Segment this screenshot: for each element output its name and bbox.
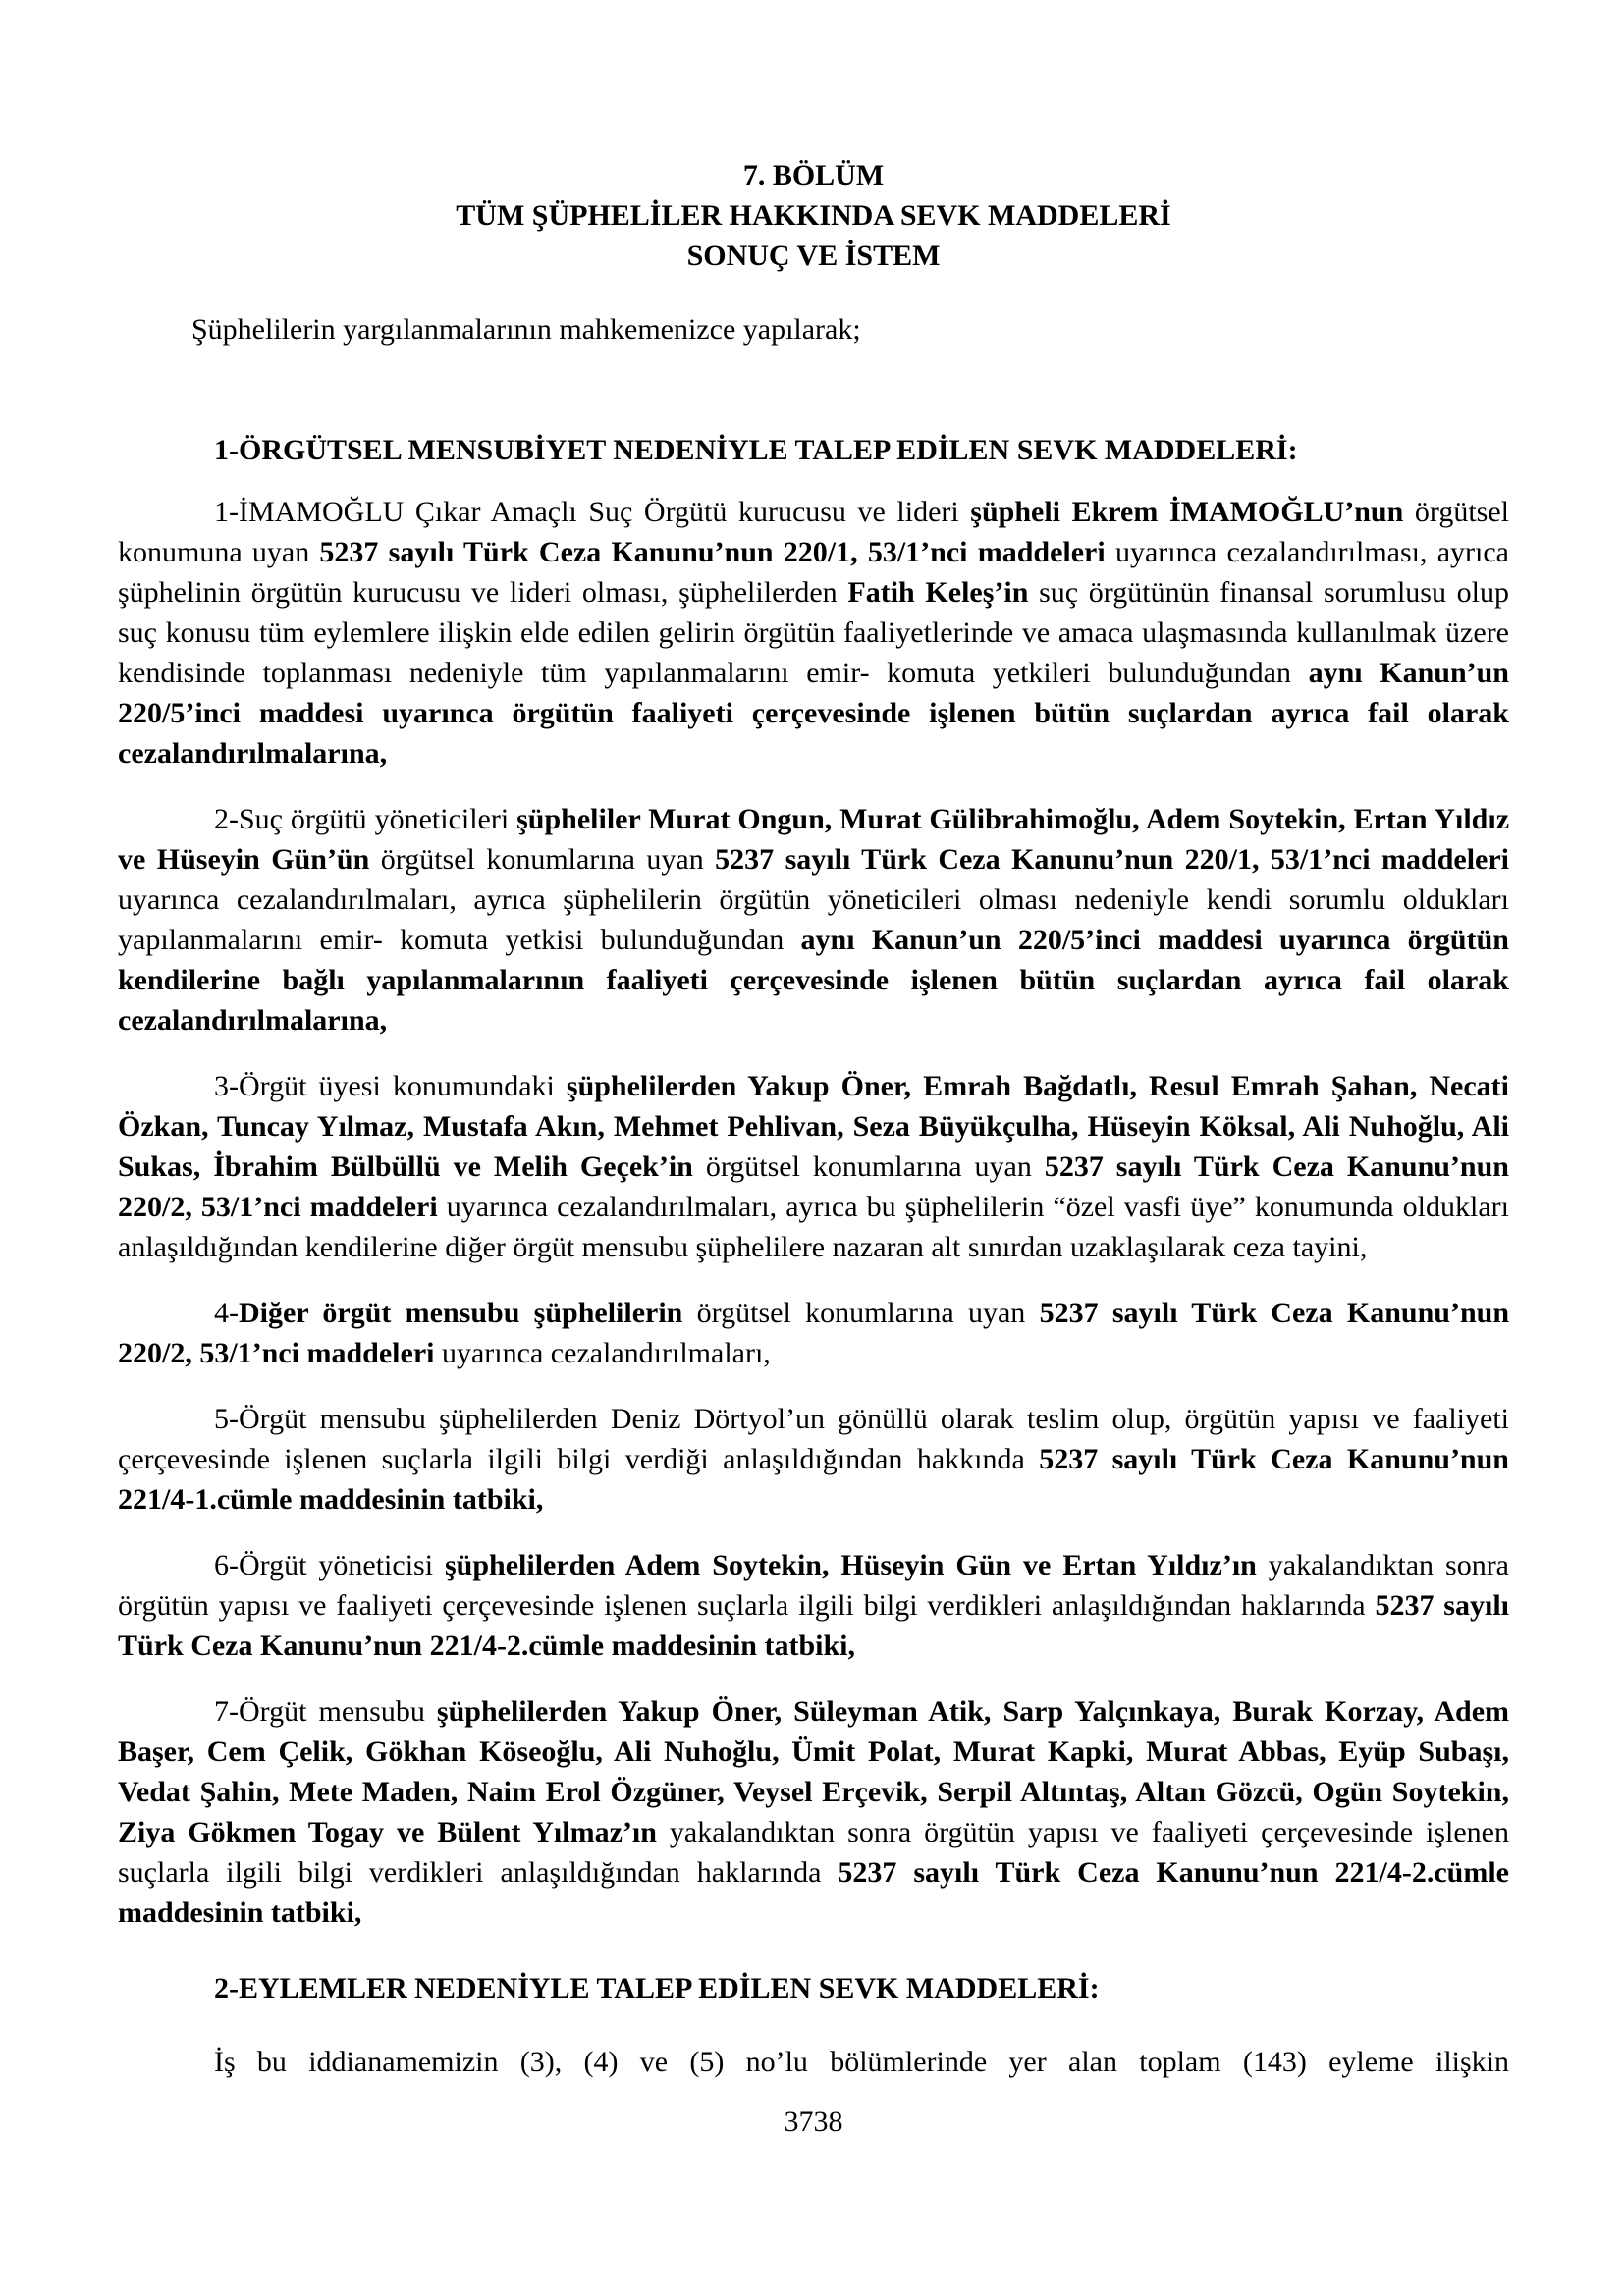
closing-paragraph: İş bu iddianamemizin (3), (4) ve (5) no’lu bölümlerinde yer alan toplam (143) eyleme ilişkin xyxy=(214,2046,1509,2078)
text-run: 4- xyxy=(214,1297,239,1329)
text-run-bold: 5237 sayılı Türk Ceza Kanunu’nun 220/2, 53/1’nci maddeleri xyxy=(118,1150,1509,1223)
title-line-2: TÜM ŞÜPHELİLER HAKKINDA SEVK MADDELERİ xyxy=(456,199,1171,232)
text-run: örgütsel konumlarına uyan xyxy=(682,1297,1040,1329)
text-run-bold: 5237 sayılı Türk Ceza Kanunu’nun 220/1, 53/1’nci maddeleri xyxy=(715,843,1509,876)
page-number: 3738 xyxy=(784,2106,843,2138)
section1-heading: 1-ÖRGÜTSEL MENSUBİYET NEDENİYLE TALEP EDİLEN SEVK MADDELERİ: xyxy=(214,434,1298,466)
text-run: 6-Örgüt yöneticisi xyxy=(214,1549,445,1581)
document-title xyxy=(118,155,1509,276)
text-run: uyarınca cezalandırılması, ayrıca şüphelinin örgütün kurucusu ve lideri olması, şüphelilerden xyxy=(118,536,1510,609)
text-run-bold: 5237 sayılı Türk Ceza Kanunu’nun 221/4-1.cümle maddesinin tatbiki, xyxy=(118,1443,1509,1516)
section2-heading: 2-EYLEMLER NEDENİYLE TALEP EDİLEN SEVK MADDELERİ: xyxy=(214,1972,1100,2004)
text-run: 1-İMAMOĞLU Çıkar Amaçlı Suç Örgütü kurucusu ve lideri xyxy=(214,496,971,528)
text-run-bold: 5237 sayılı Türk Ceza Kanunu’nun 220/2, 53/1’nci maddeleri xyxy=(118,1297,1509,1369)
paragraph-1 xyxy=(118,492,1509,774)
text-run-bold: 5237 sayılı Türk Ceza Kanunu’nun 221/4-2.cümle maddesinin tatbiki, xyxy=(118,1856,1509,1929)
text-run: 3-Örgüt üyesi konumundaki xyxy=(214,1070,567,1102)
text-run: yakalandıktan sonra örgütün yapısı ve faaliyeti çerçevesinde işlenen suçlarla ilgili bilgi verdikleri anlaşıldığından haklarında xyxy=(118,1816,1509,1889)
text-run-bold: şüphelilerden Yakup Öner, Emrah Bağdatlı, Resul Emrah Şahan, Necati Özkan, Tuncay Yılmaz, Mustafa Akın, Mehmet Pehlivan, Seza Büyükçulha, Hüseyin Köksal, Ali Nuhoğlu, Ali Sukas, İbrahim Bülbüllü ve Melih Geçek’in xyxy=(118,1070,1509,1183)
paragraph-6 xyxy=(118,1545,1509,1666)
text-run: uyarınca cezalandırılmaları, ayrıca bu şüphelilerin “özel vasfi üye” konumunda oldukları anlaşıldığından kendilerine diğer örgüt mensubu şüphelilere nazaran alt sınırdan uzaklaşılarak ceza tayini, xyxy=(118,1191,1509,1263)
text-run-bold: şüphelilerden Yakup Öner, Süleyman Atik, Sarp Yalçınkaya, Burak Korzay, Adem Başer, Cem Çelik, Gökhan Köseoğlu, Ali Nuhoğlu, Ümit Polat, Murat Kapki, Murat Abbas, Eyüp Subaşı, Vedat Şahin, Mete Maden, Naim Erol Özgüner, Veysel Erçevik, Serpil Altıntaş, Altan Gözcü, Ogün Soytekin, Ziya Gökmen Togay ve Bülent Yılmaz’ın xyxy=(118,1695,1510,1848)
text-run: 2-Suç örgütü yöneticileri xyxy=(214,803,517,835)
paragraph-2 xyxy=(118,799,1509,1041)
text-run: yakalandıktan sonra örgütün yapısı ve faaliyeti çerçevesinde işlenen suçlarla ilgili bilgi verdikleri anlaşıldığından haklarında xyxy=(118,1549,1509,1622)
text-run-bold: aynı Kanun’un 220/5’inci maddesi uyarınca örgütün faaliyeti çerçevesinde işlenen bütün suçlardan ayrıca fail olarak cezalandırılmalarına, xyxy=(118,657,1509,770)
text-run-bold: 5237 sayılı Türk Ceza Kanunu’nun 220/1, 53/1’nci maddeleri xyxy=(319,536,1106,568)
text-run: 5-Örgüt mensubu şüphelilerden Deniz Dörtyol’un gönüllü olarak teslim olup, örgütün yapısı ve faaliyeti çerçevesinde işlenen suçlarla ilgili bilgi verdiği anlaşıldığından hakkında xyxy=(118,1403,1509,1475)
intro-paragraph: Şüphelilerin yargılanmalarının mahkemenizce yapılarak; xyxy=(191,313,861,346)
text-run: örgütsel konumuna uyan xyxy=(118,496,1509,568)
text-run-bold: şüpheli Ekrem İMAMOĞLU’nun xyxy=(970,496,1404,528)
text-run: örgütsel konumlarına uyan xyxy=(692,1150,1045,1183)
paragraph-3 xyxy=(118,1066,1509,1267)
text-run: 7-Örgüt mensubu xyxy=(214,1695,437,1728)
title-line-1: 7. BÖLÜM xyxy=(742,159,885,191)
paragraph-4 xyxy=(118,1293,1509,1373)
text-run-bold: 5237 sayılı Türk Ceza Kanunu’nun 221/4-2.cümle maddesinin tatbiki, xyxy=(118,1589,1509,1662)
text-run: örgütsel konumlarına uyan xyxy=(369,843,716,876)
text-run-bold: Diğer örgüt mensubu şüphelilerin xyxy=(239,1297,683,1329)
text-run: suç örgütünün finansal sorumlusu olup suç konusu tüm eylemlere ilişkin elde edilen gelirin örgütün faaliyetlerinde ve amaca ulaşmasında kullanılmak üzere kendisinde toplanması nedeniyle tüm yapılanmalarını emir- komuta yetkileri bulunduğundan xyxy=(118,576,1509,689)
text-run: uyarınca cezalandırılmaları, xyxy=(434,1337,771,1369)
text-run-bold: Fatih Keleş’in xyxy=(847,576,1029,609)
title-line-3: SONUÇ VE İSTEM xyxy=(686,240,941,272)
text-run-bold: şüphelilerden Adem Soytekin, Hüseyin Gün ve Ertan Yıldız’ın xyxy=(445,1549,1257,1581)
paragraph-7 xyxy=(118,1691,1509,1933)
paragraph-5 xyxy=(118,1399,1509,1520)
text-run-bold: şüpheliler Murat Ongun, Murat Gülibrahimoğlu, Adem Soytekin, Ertan Yıldız ve Hüseyin Gün’ün xyxy=(118,803,1510,876)
text-run: uyarınca cezalandırılmaları, ayrıca şüphelilerin örgütün yöneticileri olması nedeniyle kendi sorumlu oldukları yapılanmalarını emir- komuta yetkisi bulunduğundan xyxy=(118,883,1509,956)
text-run-bold: aynı Kanun’un 220/5’inci maddesi uyarınca örgütün kendilerine bağlı yapılanmalarının faaliyeti çerçevesinde işlenen bütün suçlardan ayrıca fail olarak cezalandırılmalarına, xyxy=(118,924,1509,1037)
